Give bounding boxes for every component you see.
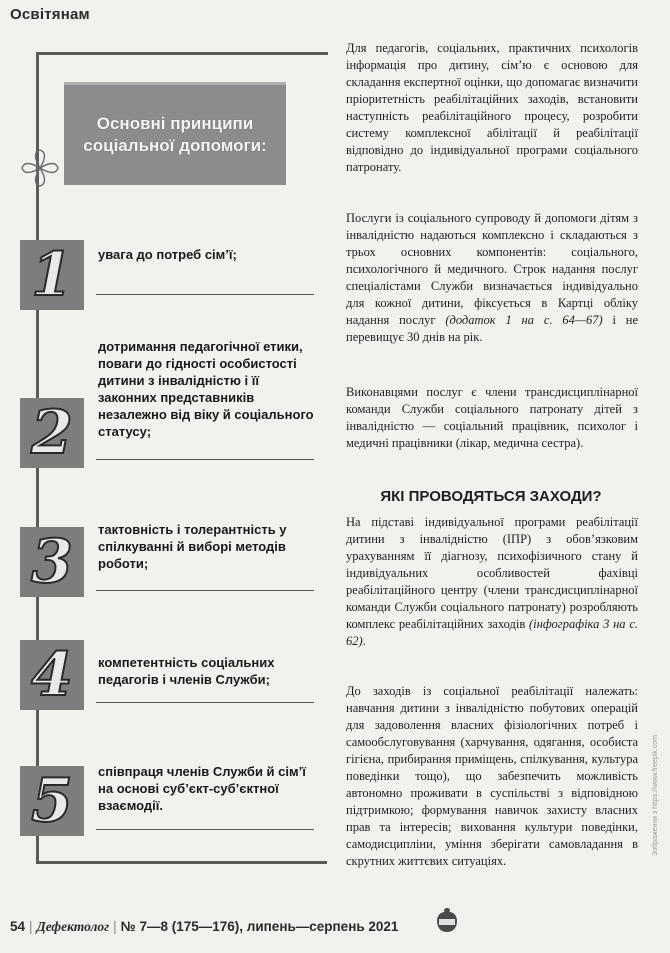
paragraph-2-main: Послуги із соціального супроводу й допомоги дітям з інвалідністю надаються комплексно і складаються з трьох основних компонентів: соціального, психологічного й медичного. Строк надання послуг спеціалістами Служби визначається індивідуально для кожної дитини, фіксується в Картці обліку надання послуг — [346, 211, 638, 327]
appendix-reference: (додаток 1 на с. 64—67) — [445, 313, 603, 327]
infographic-heading — [64, 82, 286, 185]
divider-line — [96, 702, 314, 703]
number-badge-2-digit: 2 — [31, 398, 73, 468]
number-badge-5 — [20, 766, 84, 836]
number-badge-1-digit: 1 — [31, 240, 73, 310]
section-tag: Освітянам — [10, 6, 90, 23]
divider-line — [96, 459, 314, 460]
principle-item-5: співпраця членів Служби й сім’ї на основі суб’єкт-суб’єктної взаємодії. — [98, 764, 306, 813]
paragraph-3 — [346, 384, 638, 452]
principle-item-3: тактовність і толерантність у спілкуванні й виборі методів роботи; — [98, 522, 287, 571]
magazine-name: Дефектолог — [36, 919, 110, 934]
paragraph-5 — [346, 683, 638, 870]
paragraph-4-text — [346, 514, 638, 650]
page-number: 54 — [10, 919, 26, 934]
divider-line — [96, 590, 314, 591]
paragraph-4-main: На підставі індивідуальної програми реабілітації дитини з інвалідністю (ІПР) з обов’язковим урахуванням її діагнозу, психофізичного стану й індивідуальних особливостей фахівці реабілітаційного центру (члени трансдисциплінарної команди Служби соціального патронату) розробляють комплекс реабілітаційних заходів — [346, 515, 638, 631]
principle-item-4: компетентність соціальних педагогів і членів Служби; — [98, 655, 275, 687]
image-credit: Зображення з https://www.freepik.com — [652, 735, 659, 857]
paragraph-1 — [346, 40, 638, 176]
paragraph-2-end: і не перевищує 30 днів на рік. — [346, 313, 639, 344]
flower-ornament-icon — [20, 148, 60, 188]
section-subheading: ЯКІ ПРОВОДЯТЬСЯ ЗАХОДИ? — [380, 488, 602, 505]
issue-info: № 7—8 (175—176), липень—серпень 2021 — [120, 919, 399, 934]
publisher-logo-icon — [434, 906, 460, 934]
paragraph-4-end: . — [362, 634, 366, 648]
paragraph-2-text — [346, 210, 638, 346]
principle-item-1: увага до потреб сім’ї; — [98, 247, 237, 262]
principle-item-2: дотримання педагогічної етики, поваги до гідності особистості дитини з інвалідністю і її законних представників незалежно від віку й соціального статусу; — [98, 339, 314, 439]
number-badge-1 — [20, 240, 84, 310]
divider-line — [96, 294, 314, 295]
number-badge-2 — [20, 398, 84, 468]
infographic-reference: (інфографіка 3 на с. 62) — [346, 617, 638, 648]
infographic-heading-text: Основні принципи соціальної допомоги: — [83, 114, 267, 155]
page-footer: 54 | Дефектолог | № 7—8 (175—176), липень—серпень 2021 — [10, 919, 399, 934]
divider-line — [96, 829, 314, 830]
paragraph-3-text: Виконавцями послуг є члени трансдисциплінарної команди Служби соціального патронату дітей з інвалідністю — соціальний працівник, психолог і медичні працівники (лікар, медична сестра). — [346, 385, 638, 450]
number-badge-4-digit: 4 — [31, 640, 73, 710]
paragraph-2 — [346, 210, 638, 346]
number-badge-5-digit: 5 — [31, 766, 73, 836]
number-badge-3 — [20, 527, 84, 597]
number-badge-4 — [20, 640, 84, 710]
paragraph-1-text: Для педагогів, соціальних, практичних психологів інформація про дитину, сім’ю є основою для складання експертної оцінки, що допомагає визначити пріоритетність реабілітаційних заходів, встановити наступність реабілітаційного процесу, розробити систему комплексної абілітації й реабілітації відповідно до індивідуальної програми соціального патронату. — [346, 41, 638, 174]
paragraph-5-text: До заходів із соціальної реабілітації належать: навчання дитини з інвалідністю побутових операцій для задоволення власних фізіологічних потреб і самообслуговування (харчування, одягання, особиста гігієна, прибирання приміщень, спілкування, культура поведінки тощо), що забезпечить можливість автономно проживати в суспільстві з відповідною підтримкою; формування навичок захисту власних прав та інтересів; виховання культури поведінки, самодисципліни, уміння зберігати самовладання в скрутних життєвих ситуаціях. — [346, 684, 638, 868]
number-badge-3-digit: 3 — [31, 527, 73, 597]
paragraph-4 — [346, 514, 638, 650]
